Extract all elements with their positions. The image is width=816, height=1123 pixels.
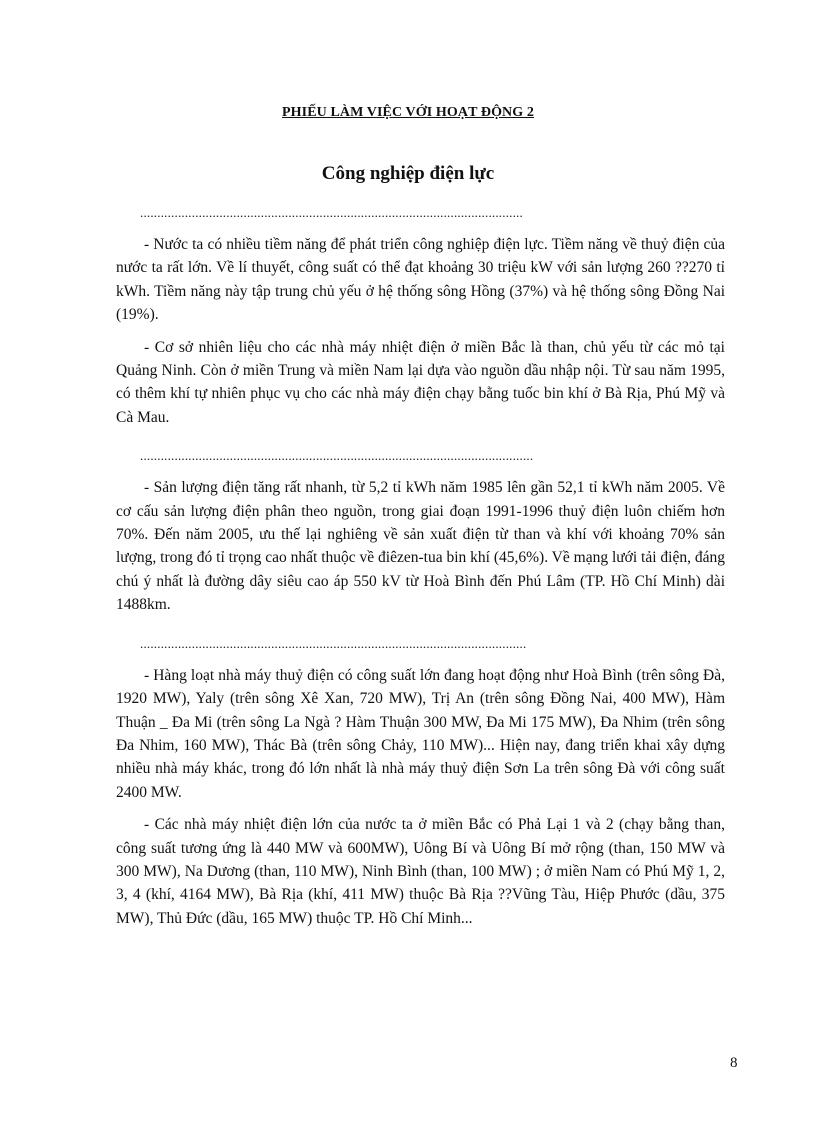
paragraph: - Sản lượng điện tăng rất nhanh, từ 5,2 tỉ kWh năm 1985 lên gần 52,1 tỉ kWh năm 2005. Về cơ cấu sản lượng điện phân theo nguồn, trong giai đoạn 1991-1996 thuỷ điện luôn chiếm hơn 70%. Đến năm 2005, ưu thế lại nghiêng về sản xuất điện từ than và khí với khoảng 70% sản lượng, trong đó tỉ trọng cao nhất thuộc về điêzen-tua bin khí (45,6%). Về mạng lưới tải điện, đáng chú ý nhất là đường dây siêu cao áp 550 kV từ Hoà Bình đến Phú Lâm (TP. Hồ Chí Minh) dài 1488km. (116, 479, 725, 614)
page-number: 8 (730, 1055, 738, 1071)
document-body (116, 206, 725, 939)
section-block (116, 637, 725, 930)
paragraph: - Nước ta có nhiều tiềm năng để phát triển công nghiệp điện lực. Tiềm năng về thuỷ điện của nước ta rất lớn. Về lí thuyết, công suất có thể đạt khoảng 30 triệu kW với sản lượng 260 ??270 tỉ kWh. Tiềm năng này tập trung chủ yếu ở hệ thống sông Hồng (37%) và hệ thống sông Đồng Nai (19%). (116, 236, 725, 324)
paragraph: - Cơ sở nhiên liệu cho các nhà máy nhiệt điện ở miền Bắc là than, chủ yếu từ các mỏ tại Quảng Ninh. Còn ở miền Trung và miền Nam lại dựa vào nguồn dầu nhập nội. Từ sau năm 1995, có thêm khí tự nhiên phục vụ cho các nhà máy điện chạy bằng tuốc bin khí ở Bà Rịa, Phú Mỹ và Cà Mau. (116, 338, 725, 426)
fill-in-dotted-line: ............................................................................................................... (140, 206, 523, 220)
fill-in-dotted-line: ................................................................................................................ (140, 636, 527, 651)
paragraph: - Các nhà máy nhiệt điện lớn của nước ta ở miền Bắc có Phả Lại 1 và 2 (chạy bằng than, công suất tương ứng là 440 MW và 600MW), Uông Bí và Uông Bí mở rộng (than, 150 MW và 300 MW), Na Dương (than, 110 MW), Ninh Bình (than, 100 MW) ; ở miền Nam có Phú Mỹ 1, 2, 3, 4 (khí, 4164 MW), Bà Rịa (khí, 411 MW) thuộc Bà Rịa ??Vũng Tàu, Hiệp Phước (dầu, 375 MW), Thủ Đức (dầu, 165 MW) thuộc TP. Hồ Chí Minh... (116, 816, 725, 927)
worksheet-heading: PHIẾU LÀM VIỆC VỚI HOẠT ĐỘNG 2 (282, 105, 534, 120)
fill-in-dotted-line: .................................................................................................................. (140, 449, 534, 464)
section-block (116, 206, 725, 429)
paragraph: - Hàng loạt nhà máy thuỷ điện có công suất lớn đang hoạt động như Hoà Bình (trên sông Đà, 1920 MW), Yaly (trên sông Xê Xan, 720 MW), Trị An (trên sông Đồng Nai, 400 MW), Hàm Thuận _ Đa Mi (trên sông La Ngà ? Hàm Thuận 300 MW, Đa Mi 175 MW), Đa Nhim (trên sông Đa Nhim, 160 MW), Thác Bà (trên sông Chảy, 110 MW)... Hiện nay, đang triển khai xây dựng nhiều nhà máy khác, trong đó lớn nhất là nhà máy thuỷ điện Sơn La trên sông Đà với công suất 2400 MW. (116, 666, 725, 801)
section-block (116, 449, 725, 616)
document-title: Công nghiệp điện lực (321, 163, 495, 184)
